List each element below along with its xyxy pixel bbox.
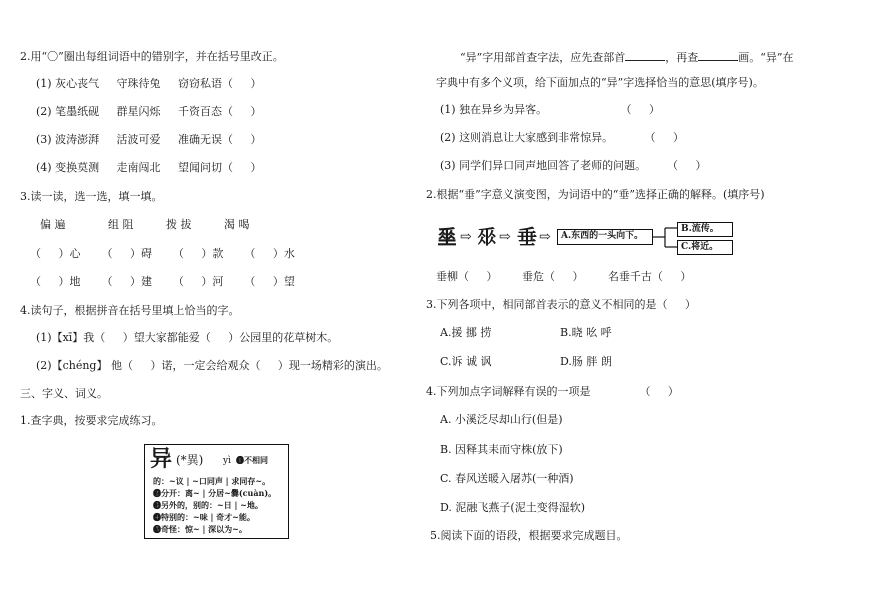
p1-blank-radical [625, 50, 665, 61]
r-q3-option-d: D.肠 胖 朗 [560, 355, 612, 368]
section-3-heading: 三、字义、词义。 [20, 387, 108, 400]
r-q3-option-c: C.诉 诚 讽 [440, 355, 492, 368]
q3-option-3: 拨 拔 [166, 218, 192, 231]
p1-blank-strokes [698, 50, 738, 61]
chui-evolution-diagram [437, 223, 719, 257]
p1-text-b: ，再查 [665, 51, 699, 64]
section-3-q1: 1.查字典，按要求完成练习。 [20, 414, 163, 427]
dictionary-pinyin: yì [223, 456, 231, 466]
dictionary-traditional: (*異) [176, 453, 204, 467]
r-q5-title: 5.阅读下面的语段，根据要求完成题目。 [430, 529, 628, 542]
q3-option-4: 渴 喝 [224, 218, 250, 231]
ancient-glyph-2: 𠂹 [477, 225, 497, 249]
p1-line-2: 字典中有多个义项，给下面加点的“异”字选择恰当的意思(填序号)。 [436, 76, 764, 89]
p1-item-3: (3) 同学们异口同声地回答了老师的问题。 （ ） [440, 159, 707, 172]
q4-item-2: (2)【chéng】 他（ ）诺，一定会给观众（ ）现一场精彩的演出。 [36, 359, 388, 372]
q2-item-3: (3) 波涛澎湃 活波可爱 准确无误（ ） [36, 133, 262, 146]
dictionary-entry-box [144, 444, 289, 539]
dictionary-meaning-4: ❹特别的：~味 | 奇才~能。 [153, 512, 255, 522]
q3-option-1: 偏 遍 [40, 218, 66, 231]
meaning-box-b: B.流传。 [677, 222, 733, 237]
q4-title: 4.读句子，根据拼音在括号里填上恰当的字。 [20, 304, 240, 317]
p1-text-c: 画。“异”在 [738, 51, 794, 64]
p1-item-1: (1) 独在异乡为异客。 （ ） [440, 103, 660, 116]
modern-glyph: 垂 [517, 225, 537, 249]
r-q3-option-b: B.晓 吆 呼 [560, 326, 612, 339]
q3-row-1: （ ）心 （ ）碍 （ ）款 （ ）水 [30, 247, 295, 260]
r-q4-option-b: B. 因释其耒而守株(放下) [440, 443, 563, 456]
q3-option-2: 组 阻 [108, 218, 134, 231]
dictionary-meaning-2: ❷分开：离~ | 分居~爨(cuàn)。 [153, 488, 277, 498]
dictionary-meaning-3: ❸另外的，别的：~日 | ~地。 [153, 500, 263, 510]
meaning-box-c: C.将近。 [677, 240, 733, 255]
r-q3-option-a: A.援 挪 捞 [440, 326, 492, 339]
q2-item-2: (2) 笔墨纸砚 群星闪烁 千资百态（ ） [36, 105, 262, 118]
r-q4-option-d: D. 泥融飞燕子(泥土变得湿软) [440, 501, 586, 514]
dictionary-meaning-1-cont: 的：~议 | ~口同声 | 求同存~。 [153, 476, 271, 486]
p1-text-a: “异”字用部首查字法，应先查部首 [460, 51, 626, 64]
r-q2-answers: 垂柳（ ） 垂危（ ） 名垂千古（ ） [436, 270, 692, 283]
p1-item-2: (2) 这则消息让大家感到非常惊异。 （ ） [440, 131, 685, 144]
q2-item-4: (4) 变换莫测 走南闯北 望闻问切（ ） [36, 161, 262, 174]
r-q4-option-c: C. 春风送暖入屠苏(一种酒) [440, 472, 574, 485]
r-q3-title: 3.下列各项中，相同部首表示的意义不相同的是（ ） [426, 298, 696, 311]
dictionary-char: 异 [150, 446, 173, 472]
dictionary-meaning-1: ❶不相同 [236, 455, 268, 465]
meaning-box-a: A.东西的一头向下。 [557, 229, 653, 245]
arrow-icon-3: ⇨ [539, 229, 551, 245]
q2-title: 2.用“〇”圈出每组词语中的错别字，并在括号里改正。 [20, 50, 284, 63]
ancient-glyph-1: 𡍮 [437, 225, 457, 249]
arrow-icon-2: ⇨ [499, 229, 511, 245]
r-q4-option-a: A. 小溪泛尽却山行(但是) [440, 413, 563, 426]
p1-line-1 [460, 50, 794, 65]
r-q4-title: 4.下列加点字词解释有误的一项是 （ ） [426, 385, 679, 398]
q3-title: 3.读一读，选一选，填一填。 [20, 190, 163, 203]
q3-row-2: （ ）地 （ ）建 （ ）河 （ ）望 [30, 275, 295, 288]
dictionary-meaning-5: ❺奇怪：惊~ | 深以为~。 [153, 524, 247, 534]
q2-item-1: (1) 灰心丧气 守珠待兔 窃窃私语（ ） [36, 77, 262, 90]
arrow-icon-1: ⇨ [460, 229, 472, 245]
r-q2-title: 2.根据“垂”字意义演变图，为词语中的“垂”选择正确的解释。(填序号) [426, 188, 765, 201]
q4-item-1: (1)【xī】我（ ）望大家都能爱（ ）公园里的花草树木。 [36, 331, 339, 344]
